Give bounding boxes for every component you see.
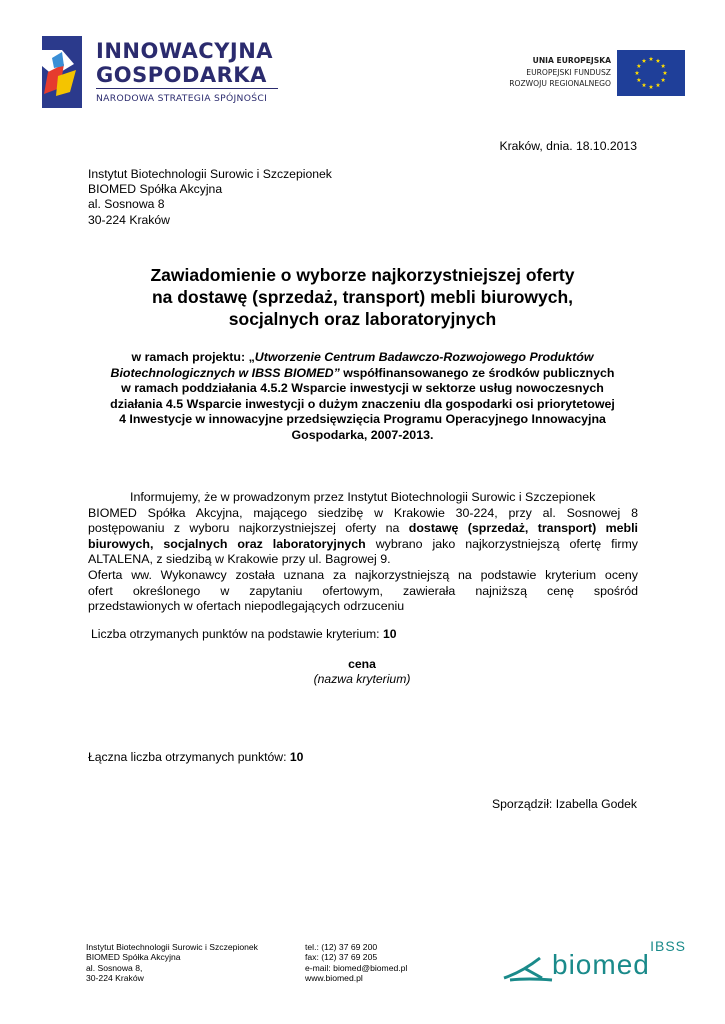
- project-description: [0, 350, 725, 444]
- footer-address-line: Instytut Biotechnologii Surowic i Szczepionek: [86, 942, 258, 952]
- ig-logo-subtitle: NARODOWA STRATEGIA SPÓJNOŚCI: [96, 93, 268, 104]
- letter-date: Kraków, dnia. 18.10.2013: [499, 139, 637, 153]
- footer-website: www.biomed.pl: [305, 973, 363, 984]
- body-line: ALTALENA, z siedzibą w Krakowie przy ul. Bagrowej 9.: [88, 552, 391, 567]
- title-line: na dostawę (sprzedaż, transport) mebli biurowych,: [151, 287, 574, 307]
- title-line: socjalnych oraz laboratoryjnych: [228, 309, 497, 329]
- biomed-swoosh-icon: [502, 952, 558, 984]
- project-name-part1: Utworzenie Centrum Badawczo-Rozwojowego Produktów: [254, 350, 594, 364]
- body-bold-text: biurowych, socjalnych oraz laboratoryjnych: [88, 536, 366, 551]
- criterion-caption: (nazwa kryterium): [313, 672, 411, 686]
- project-line: działania 4.5 Wsparcie inwestycji o dużym znaczeniu dla gospodarki osi priorytetowej: [110, 396, 615, 411]
- body-line: BIOMED Spółka Akcyjna, mającego siedzibę w Krakowie 30-224, przy al. Sosnowej 8: [88, 505, 638, 520]
- ig-logo-divider: [96, 88, 278, 89]
- title-line: Zawiadomienie o wyborze najkorzystniejszej oferty: [150, 265, 575, 285]
- body-paragraph-1: [88, 490, 638, 615]
- body-line: Informujemy, że w prowadzonym przez Instytut Biotechnologii Surowic i Szczepionek: [130, 490, 596, 504]
- eu-logo-line1: UNIA EUROPEJSKA: [532, 56, 611, 65]
- project-line: Gospodarka, 2007-2013.: [291, 427, 434, 442]
- criterion-name: cena: [348, 657, 376, 671]
- project-line: [0, 350, 725, 366]
- eu-logo: [490, 50, 685, 98]
- eu-flag-icon: [617, 50, 685, 96]
- address-line: Instytut Biotechnologii Surowic i Szczepionek: [88, 167, 332, 181]
- eu-logo-line3: ROZWOJU REGIONALNEGO: [509, 79, 611, 88]
- total-points: [88, 750, 303, 765]
- ig-logo-mark-icon: [38, 36, 86, 108]
- project-name-part2: Biotechnologicznych w IBSS BIOMED”: [110, 365, 340, 380]
- body-line: przedstawionych w ofertach niepodlegających odrzuceniu: [88, 599, 405, 614]
- ibss-biomed-logo: [502, 938, 688, 986]
- footer-address-line: 30-224 Kraków: [86, 973, 144, 984]
- prepared-by: Sporządził: Izabella Godek: [492, 797, 637, 811]
- project-cofinance: współfinansowanego ze środków publicznych: [339, 365, 615, 380]
- biomed-logo-main: biomed: [552, 949, 650, 980]
- project-line: [0, 366, 725, 382]
- biomed-logo-top: IBSS: [650, 938, 686, 954]
- points-label: Liczba otrzymanych punktów na podstawie kryterium:: [91, 627, 383, 641]
- project-intro: w ramach projektu: „: [131, 350, 255, 364]
- body-text: wybrano jako najkorzystniejszą ofertę firmy: [365, 536, 638, 551]
- address-line: 30-224 Kraków: [88, 212, 170, 227]
- body-line: [88, 521, 638, 537]
- ig-logo-line1: INNOWACYJNA: [96, 39, 274, 63]
- total-value: 10: [289, 750, 304, 764]
- total-label: Łączna liczba otrzymanych punktów:: [88, 750, 290, 764]
- eu-logo-line2: EUROPEJSKI FUNDUSZ: [526, 68, 611, 77]
- criterion-points: [91, 627, 397, 642]
- footer-address-line: BIOMED Spółka Akcyjna: [86, 952, 181, 963]
- footer-phone: tel.: (12) 37 69 200: [305, 942, 378, 952]
- footer-email: e-mail: biomed@biomed.pl: [305, 962, 408, 973]
- address-line: al. Sosnowa 8: [88, 197, 165, 212]
- recipient-address: [88, 167, 332, 228]
- address-line: BIOMED Spółka Akcyjna: [88, 182, 223, 197]
- body-line: Oferta ww. Wykonawcy została uznana za najkorzystniejszą na podstawie kryterium oceny: [88, 567, 638, 582]
- document-title: [0, 264, 725, 330]
- footer-address-line: al. Sosnowa 8,: [86, 962, 143, 973]
- body-text: postępowaniu z wyboru najkorzystniejszej oferty na: [88, 521, 409, 536]
- innowacyjna-gospodarka-logo: [38, 36, 288, 110]
- footer-address: [86, 942, 258, 984]
- body-line: ofert określonego w zapytaniu ofertowym, zawierała najniższą cenę spośród: [88, 583, 638, 598]
- footer-fax: fax: (12) 37 69 205: [305, 952, 378, 963]
- points-value: 10: [382, 627, 397, 641]
- ig-logo-line2: GOSPODARKA: [96, 63, 267, 87]
- body-line: [88, 537, 638, 553]
- project-line: 4 Inwestycje w innowacyjne przedsięwzięcia Programu Operacyjnego Innowacyjna: [119, 412, 606, 427]
- project-line: w ramach poddziałania 4.5.2 Wsparcie inwestycji w sektorze usług nowoczesnych: [121, 381, 604, 396]
- body-bold-text: dostawę (sprzedaż, transport) mebli: [408, 521, 638, 536]
- footer-contact: [305, 942, 407, 984]
